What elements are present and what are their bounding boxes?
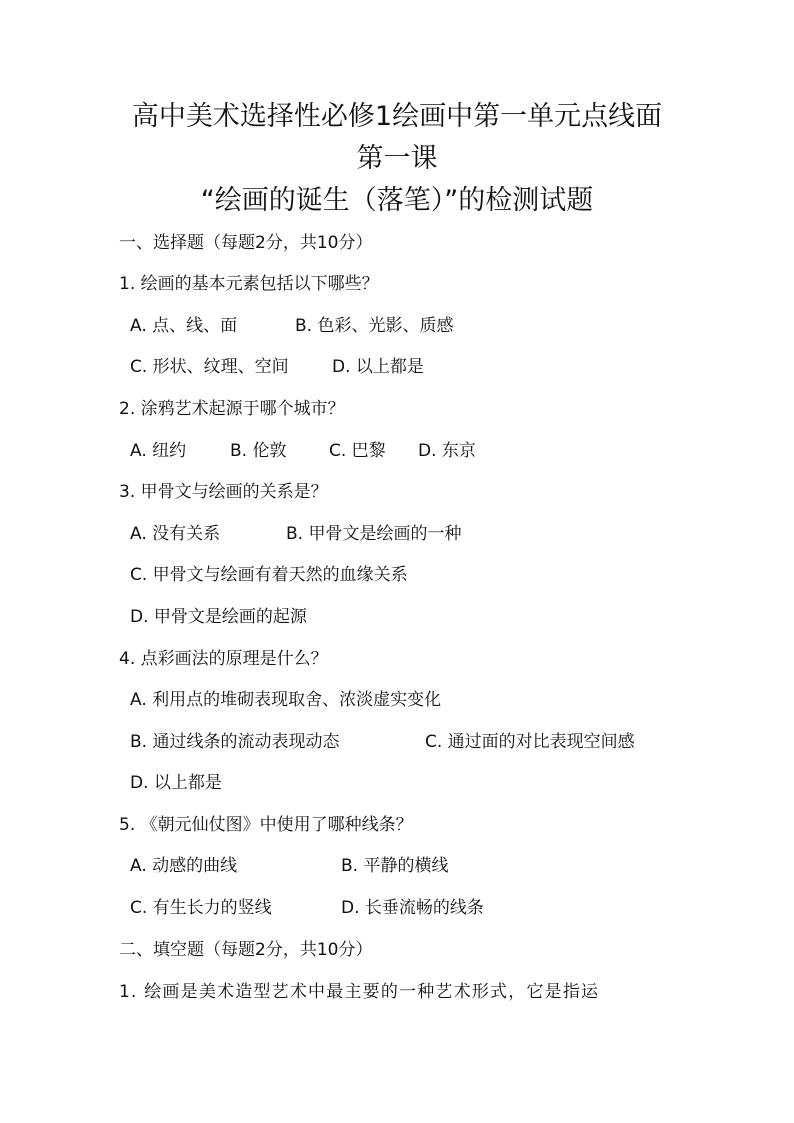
q1-option-c: C. 形状、纹理、空间 (130, 357, 289, 377)
q5-option-c: C. 有生长力的竖线 (130, 898, 272, 918)
q2-option-d: D. 东京 (418, 441, 476, 461)
q4-option-c: C. 通过面的对比表现空间感 (425, 732, 635, 752)
section2-heading: 二、填空题（每题2分，共10分） (119, 940, 373, 960)
question-1-stem: 1. 绘画的基本元素包括以下哪些？ (119, 274, 379, 294)
question-5-stem: 5. 《朝元仙仗图》中使用了哪种线条？ (119, 815, 413, 835)
doc-title-line1: 高中美术选择性必修1绘画中第一单元点线面 (131, 101, 663, 132)
q3-option-c: C. 甲骨文与绘画有着天然的血缘关系 (130, 565, 408, 585)
q3-option-a: A. 没有关系 (130, 524, 221, 544)
question-3-stem: 3. 甲骨文与绘画的关系是？ (119, 482, 328, 502)
q2-option-a: A. 纽约 (130, 441, 187, 461)
q2-option-b: B. 伦敦 (230, 441, 287, 461)
question-4-stem: 4. 点彩画法的原理是什么？ (119, 649, 328, 669)
q5-option-b: B. 平静的横线 (341, 856, 449, 876)
q1-option-a: A. 点、线、面 (130, 316, 238, 336)
doc-title-line3: “绘画的诞生（落笔）”的检测试题 (200, 185, 594, 216)
q4-option-d: D. 以上都是 (130, 773, 222, 793)
q3-option-b: B. 甲骨文是绘画的一种 (286, 524, 462, 544)
question-2-stem: 2. 涂鸦艺术起源于哪个城市？ (119, 399, 345, 419)
q4-option-a: A. 利用点的堆砌表现取舍、浓淡虚实变化 (130, 690, 442, 710)
q5-option-d: D. 长垂流畅的线条 (341, 898, 484, 918)
q1-option-b: B. 色彩、光影、质感 (295, 316, 454, 336)
section1-heading: 一、选择题（每题2分，共10分） (119, 233, 373, 253)
q4-option-b: B. 通过线条的流动表现动态 (130, 732, 340, 752)
q5-option-a: A. 动感的曲线 (130, 856, 238, 876)
doc-title-line2: 第一课 (356, 143, 438, 174)
q3-option-d: D. 甲骨文是绘画的起源 (130, 607, 307, 627)
q1-option-d: D. 以上都是 (332, 357, 424, 377)
q2-option-c: C. 巴黎 (329, 441, 386, 461)
section2-question-1: 1. 绘画是美术造型艺术中最主要的一种艺术形式，它是指运 (119, 982, 600, 1002)
